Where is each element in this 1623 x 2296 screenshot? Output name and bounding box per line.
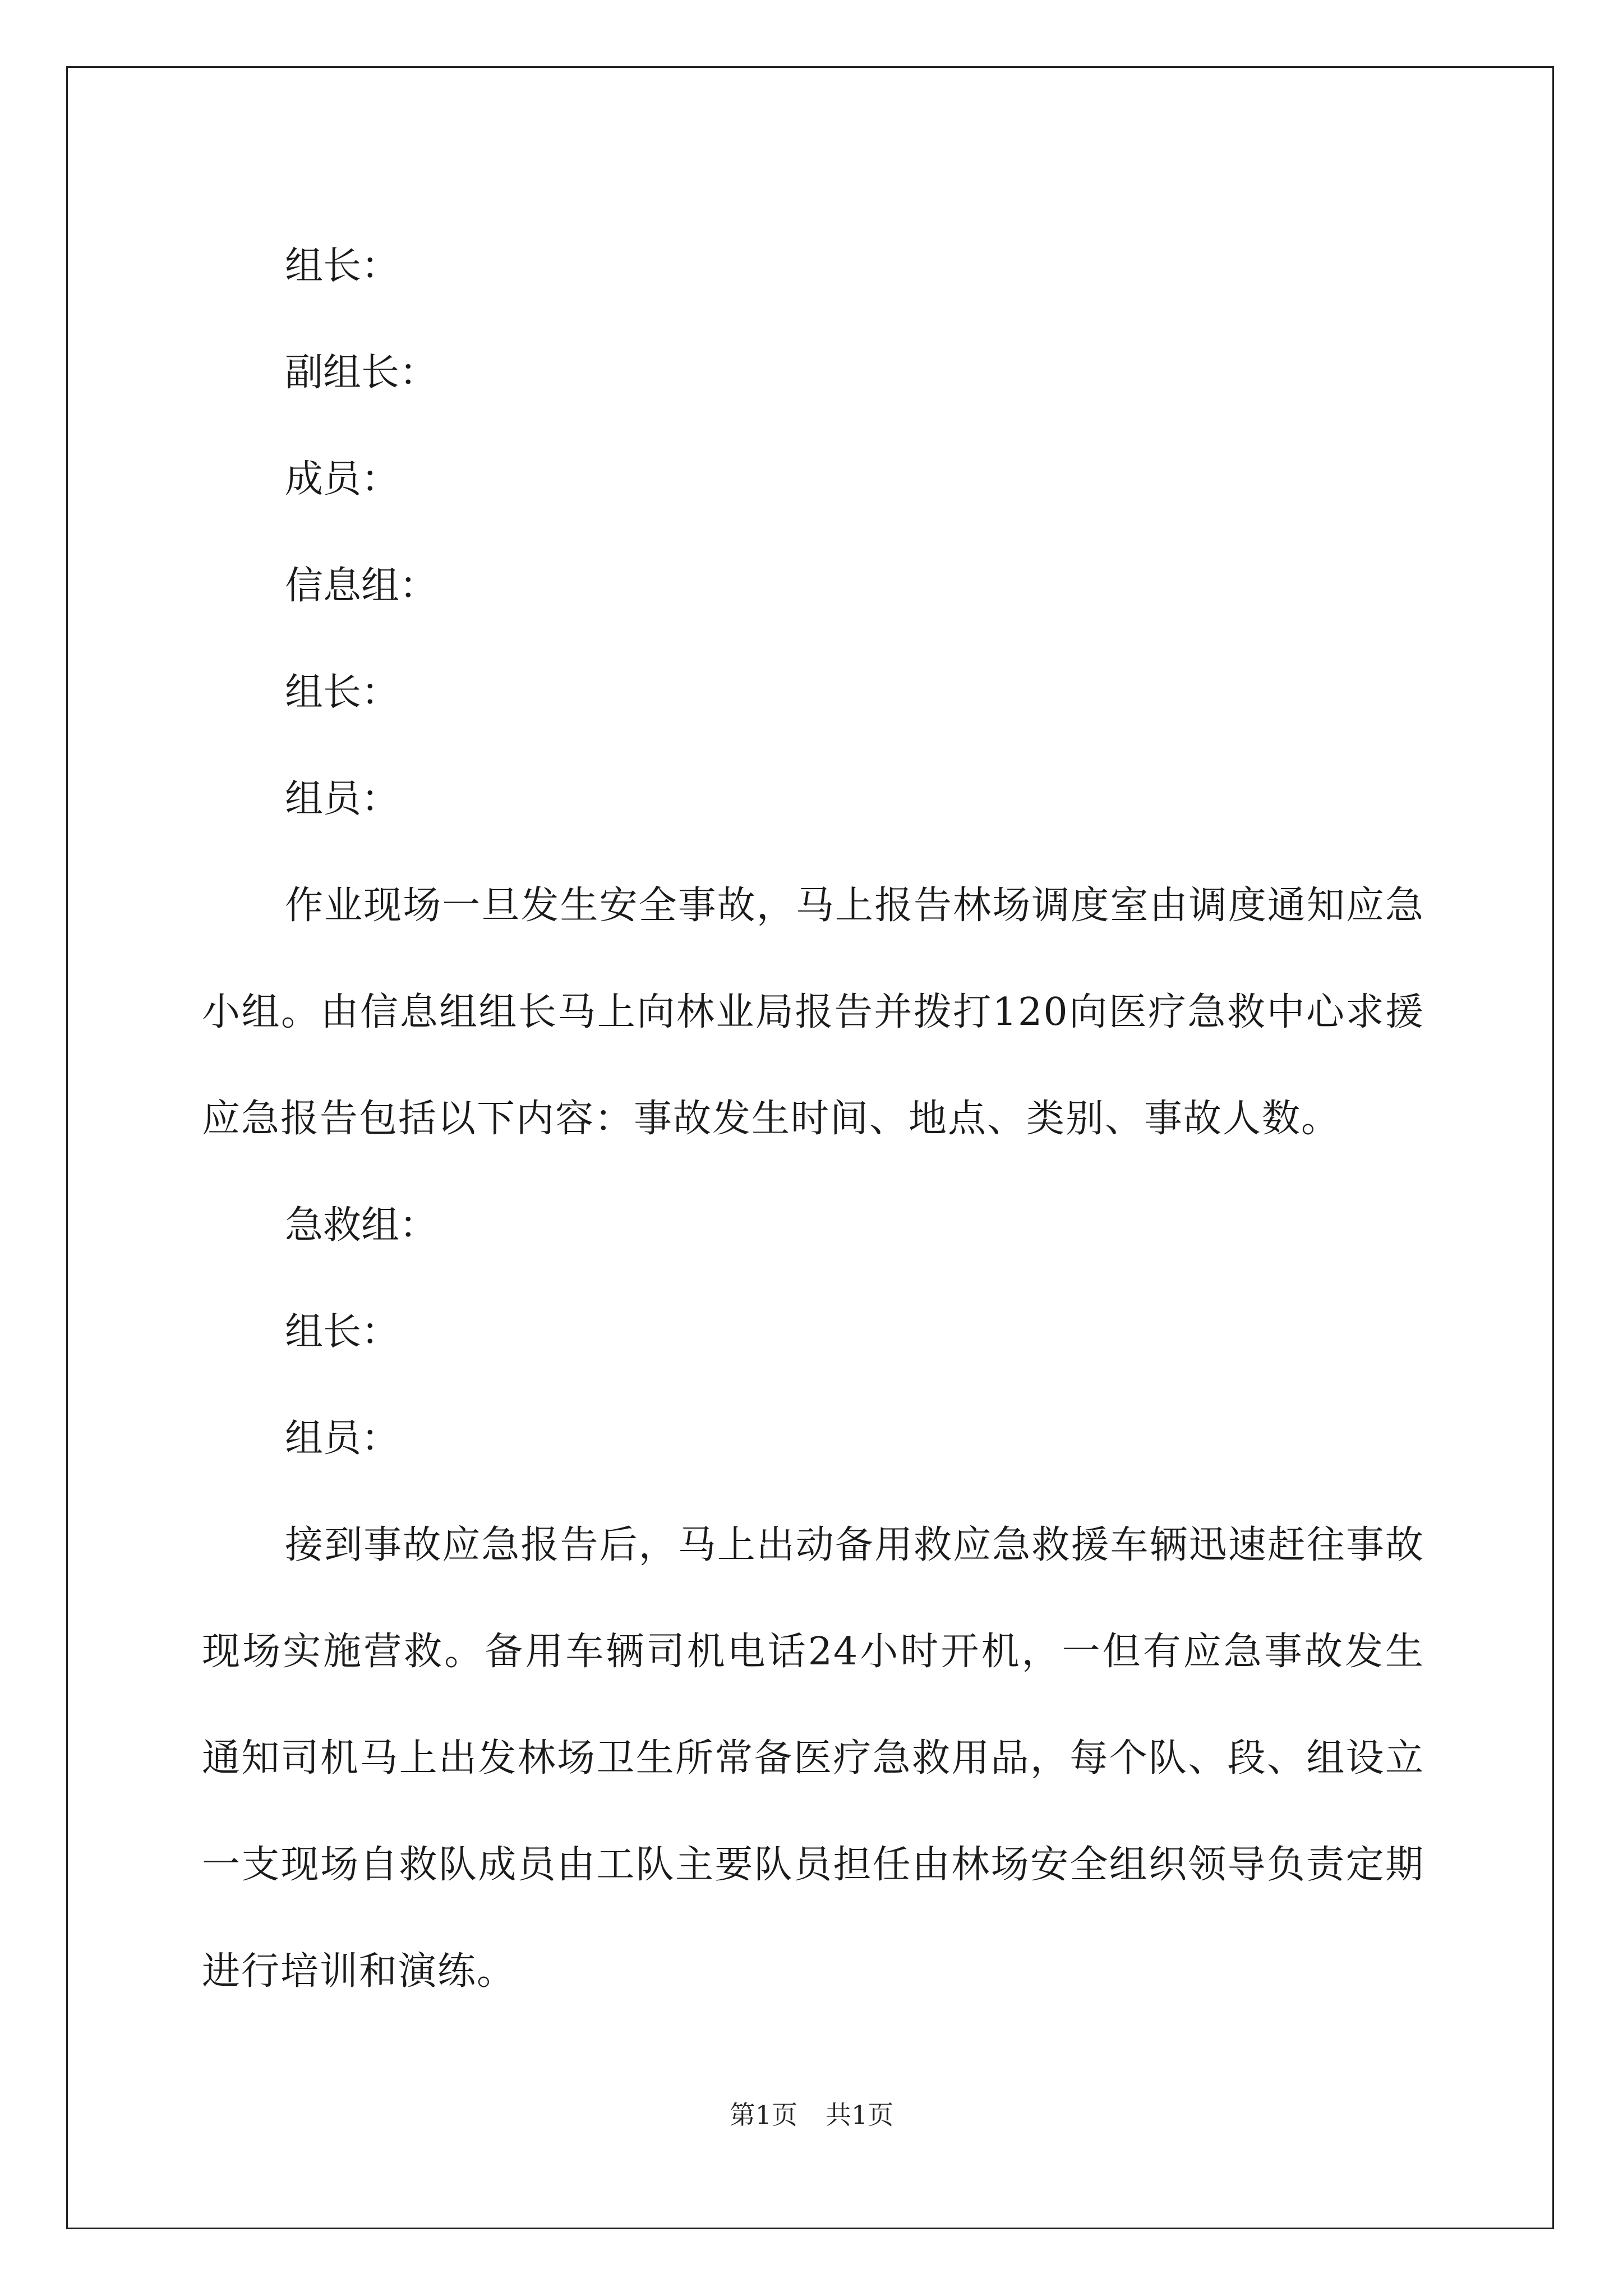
field-info-leader: 组长：: [285, 670, 400, 715]
field-info-members: 组员：: [285, 777, 400, 821]
page-footer: [0, 2098, 1623, 2132]
field-leader: 组长：: [285, 244, 400, 288]
page-total: 共1页: [826, 2100, 894, 2130]
page-number: 第1页: [729, 2100, 797, 2130]
section-rescue-group: 急救组：: [285, 1203, 438, 1248]
paragraph-rescue-procedure: 接到事故应急报告后，马上出动备用救应急救援车辆迅速赶往事故现场实施营救。备用车辆司机电话24小时开机，一但有应急事故发生通知司机马上出发林场卫生所常备医疗急救用品，每个队、段、组设立一支现场自救队成员由工队主要队员担任由林场安全组织领导负责定期进行培训和演练。: [202, 1523, 1424, 1994]
field-rescue-leader: 组长：: [285, 1310, 400, 1354]
document-body: [202, 213, 1424, 2025]
section-info-group: 信息组：: [285, 564, 438, 608]
paragraph-incident-report: 作业现场一旦发生安全事故，马上报告林场调度室由调度通知应急小组。由信息组组长马上向林业局报告并拨打120向医疗急救中心求援应急报告包括以下内容：事故发生时间、地点、类别、事故人数。: [202, 884, 1424, 1141]
field-rescue-members: 组员：: [285, 1416, 400, 1461]
field-members: 成员：: [285, 457, 400, 501]
field-deputy-leader: 副组长：: [285, 351, 438, 395]
